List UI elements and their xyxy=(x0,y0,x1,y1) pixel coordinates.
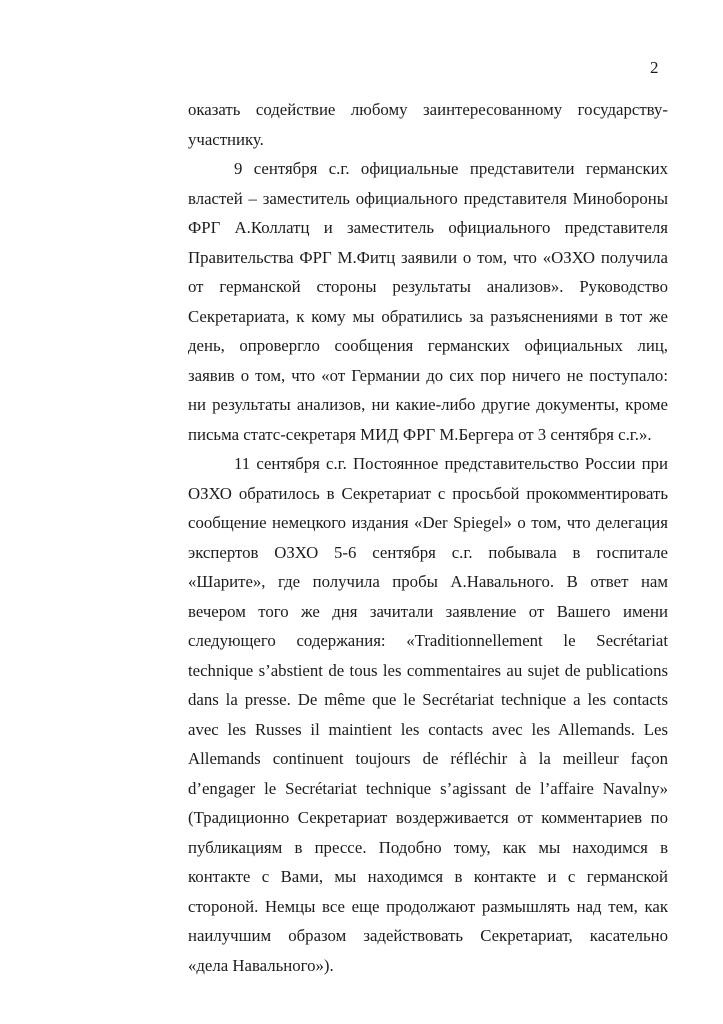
text-line: Секретариата, к кому мы обратились за разъяснениями в тот же xyxy=(188,306,668,326)
text-line: «Шарите», где получила пробы А.Навального. В ответ нам xyxy=(188,572,668,591)
text-line: (Традиционно Секретариат воздерживается от комментариев по xyxy=(188,808,668,827)
text-line: technique s’abstient de tous les commentaires au sujet de publications xyxy=(188,660,668,680)
paragraph-3 xyxy=(188,449,668,980)
text-line: письма статс-секретаря МИД ФРГ М.Бергера от 3 сентября с.г.». xyxy=(188,424,652,444)
page-number: 2 xyxy=(650,58,659,77)
text-line: от германской стороны результаты анализов». Руководство xyxy=(188,277,668,296)
text-line: ОЗХО обратилось в Секретариат с просьбой прокомментировать xyxy=(188,483,668,503)
text-line: наилучшим образом задействовать Секретариат, касательно xyxy=(188,926,668,945)
text-line: Правительства ФРГ М.Фитц заявили о том, что «ОЗХО получила xyxy=(188,247,668,267)
text-line: заявив о том, что «от Германии до сих пор ничего не поступало: xyxy=(188,365,668,385)
body-text xyxy=(188,95,668,980)
text-line: день, опровергло сообщения германских официальных лиц, xyxy=(188,336,668,355)
paragraph-2 xyxy=(188,154,668,449)
text-line: стороной. Немцы все еще продолжают размышлять над тем, как xyxy=(188,896,668,916)
text-line: участнику. xyxy=(188,129,264,149)
text-line: 9 сентября с.г. официальные представители германских xyxy=(234,159,668,178)
text-line: dans la presse. De même que le Secrétariat technique a les contacts xyxy=(188,690,668,709)
text-line: экспертов ОЗХО 5-6 сентября с.г. побывала в госпитале xyxy=(188,542,668,562)
text-line: «дела Навального»). xyxy=(188,955,334,975)
text-line: ФРГ А.Коллатц и заместитель официального представителя xyxy=(188,218,668,237)
text-line: публикациям в прессе. Подобно тому, как мы находимся в xyxy=(188,837,668,857)
text-line: сообщение немецкого издания «Der Spiegel» о том, что делегация xyxy=(188,513,668,532)
text-line: вечером того же дня зачитали заявление от Вашего имени xyxy=(188,601,668,621)
text-line: avec les Russes il maintient les contacts avec les Allemands. Les xyxy=(188,719,668,739)
text-line: оказать содействие любому заинтересованному государству- xyxy=(188,100,668,119)
paragraph-1 xyxy=(188,95,668,154)
text-line: следующего содержания: «Traditionnellement le Secrétariat xyxy=(188,631,668,650)
text-line: Allemands continuent toujours de réfléchir à la meilleur façon xyxy=(188,749,668,768)
text-line: контакте с Вами, мы находимся в контакте и с германской xyxy=(188,867,668,886)
text-line: властей – заместитель официального представителя Минобороны xyxy=(188,188,668,208)
text-line: d’engager le Secrétariat technique s’agissant de l’affaire Navalny» xyxy=(188,778,668,798)
text-line: ни результаты анализов, ни какие-либо другие документы, кроме xyxy=(188,395,668,414)
text-line: 11 сентября с.г. Постоянное представительство России при xyxy=(234,454,668,473)
